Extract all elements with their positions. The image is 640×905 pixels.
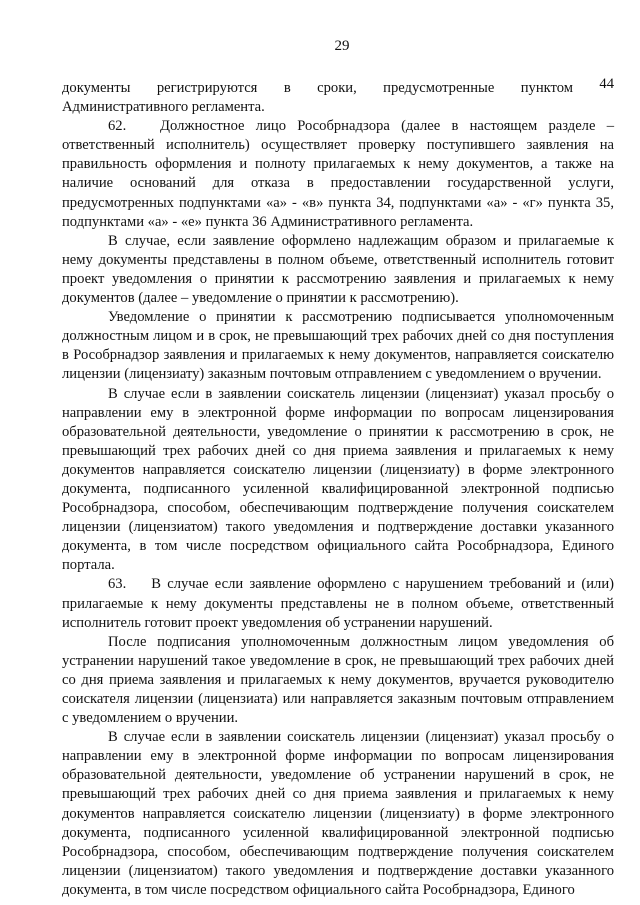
continuation-word: 44 [599, 76, 614, 92]
paragraph-63: 63. В случае если заявление оформлено с нарушением требований и (или) прилагаемые к нему документы представлены не в полном объеме, ответственный исполнитель готовит проект уведомления об устранении нарушений. [62, 576, 614, 631]
paragraph: Уведомление о принятии к рассмотрению подписывается уполномоченным должностным лицом и в срок, не превышающий трех рабочих дней со дня поступления в Рособрнадзор заявления и прилагаемых к нему документов, направляется соискателю лицензии (лицензиату) заказным почтовым отправлением с уведомлением о вручении. [62, 309, 614, 383]
continuation-word: регистрируются [156, 80, 258, 96]
continuation-word: документы [62, 80, 131, 96]
continuation-word: сроки, [317, 80, 357, 96]
continuation-word: предусмотренные [383, 80, 495, 96]
paragraph: В случае если в заявлении соискатель лицензии (лицензиат) указал просьбу о направлении ему в электронной форме информации по вопросам лицензирования образовательной деятельности, уведомление о принятии к рассмотрению в срок, не превышающий трех рабочих дней со дня приема заявления и прилагаемых к нему документов направляется соискателю лицензии (лицензиату) в форме электронного документа, подписанного усиленной квалифицированной электронной подписью Рособрнадзора, способом, обеспечивающим подтверждение получения соискателем лицензии (лицензиатом) такого уведомления и подтверждение доставки указанного документа, в том числе посредством официального сайта Рособрнадзора, Единого портала. [62, 385, 614, 574]
continuation-line [62, 76, 614, 98]
paragraph: В случае, если заявление оформлено надлежащим образом и прилагаемые к нему документы представлены в полном объеме, ответственный исполнитель готовит проект уведомления о принятии к рассмотрению заявления и прилагаемых к нему документов (далее – уведомление о принятии к рассмотрению). [62, 232, 614, 307]
paragraph-62: 62. Должностное лицо Рособрнадзора (далее в настоящем разделе – ответственный исполнитель) осуществляет проверку поступившего заявления на правильность оформления и полноту прилагаемых к нему документов, а также на наличие оснований для отказа в предоставлении государственной услуги, предусмотренных подпунктами «а» - «в» пункта 34, подпунктами «а» - «г» пункта 35, подпунктами «а» - «е» пункта 36 Административного регламента. [62, 118, 614, 230]
paragraph: В случае если в заявлении соискатель лицензии (лицензиат) указал просьбу о направлении ему в электронной форме информации по вопросам лицензирования образовательной деятельности, уведомление об устранении нарушений в срок, не превышающий трех рабочих дней со дня приема заявления и прилагаемых к нему документов направляется соискателю лицензии (лицензиату) в форме электронного документа, подписанного усиленной квалифицированной электронной подписью Рособрнадзора, способом, обеспечивающим подтверждение получения соискателем лицензии (лицензиатом) такого уведомления и подтверждение доставки указанного документа, в том числе посредством официального сайта Рособрнадзора, Единого [62, 729, 614, 898]
continuation-text: Административного регламента. [62, 99, 265, 116]
paragraph: После подписания уполномоченным должностным лицом уведомления об устранении нарушений такое уведомление в срок, не превышающий трех рабочих дней со дня приема заявления и прилагаемых к нему документов, вручается руководителю соискателя лицензии (лицензиата) или направляется заказным почтовым отправлением с уведомлением о вручении. [62, 633, 614, 727]
continuation-word: пунктом [520, 80, 573, 96]
page-number: 29 [334, 38, 350, 54]
continuation-word: в [283, 80, 291, 96]
